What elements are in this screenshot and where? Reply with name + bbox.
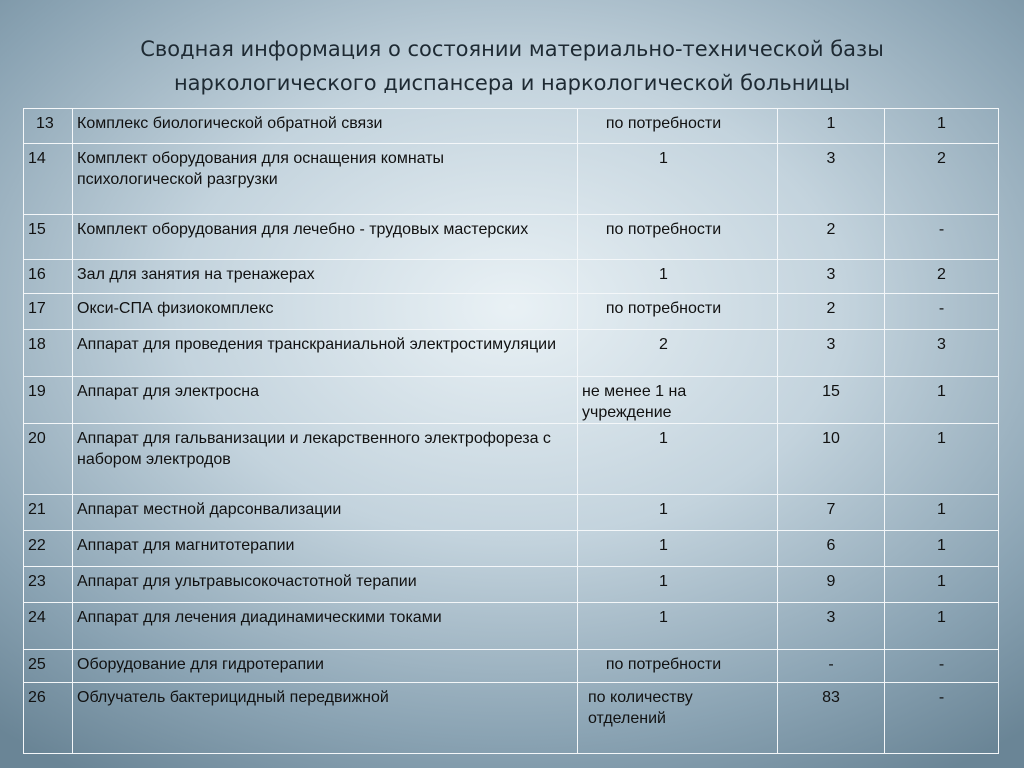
row-number: 21 — [24, 495, 73, 531]
equipment-name: Окси-СПА физиокомплекс — [73, 294, 578, 330]
norm-value: 1 — [659, 430, 668, 447]
row-number: 14 — [24, 144, 73, 215]
value-cell-b: - — [885, 215, 999, 260]
table-row — [24, 603, 999, 650]
norm-cell — [578, 260, 778, 294]
norm-cell — [578, 144, 778, 215]
value-cell-a: 9 — [778, 567, 885, 603]
equipment-name: Оборудование для гидротерапии — [73, 650, 578, 683]
row-number: 13 — [24, 109, 73, 144]
norm-cell — [578, 330, 778, 377]
slide-title — [0, 32, 1024, 100]
value-cell-b: 1 — [885, 109, 999, 144]
title-line-2: наркологического диспансера и наркологической больницы — [173, 71, 851, 95]
table-row — [24, 567, 999, 603]
norm-cell — [578, 567, 778, 603]
value-cell-b: 1 — [885, 495, 999, 531]
norm-cell — [578, 650, 778, 683]
row-number: 23 — [24, 567, 73, 603]
norm-cell — [578, 495, 778, 531]
norm-cell — [578, 531, 778, 567]
value-cell-a: 2 — [778, 294, 885, 330]
value-cell-b: 1 — [885, 603, 999, 650]
table-row — [24, 260, 999, 294]
equipment-name: Аппарат для магнитотерапии — [73, 531, 578, 567]
norm-value: по потребности — [605, 300, 722, 317]
table-row — [24, 495, 999, 531]
table-row — [24, 650, 999, 683]
norm-value: 1 — [659, 609, 668, 626]
equipment-name: Зал для занятия на тренажерах — [73, 260, 578, 294]
value-cell-b: - — [885, 650, 999, 683]
norm-value: 2 — [659, 336, 668, 353]
row-number: 18 — [24, 330, 73, 377]
equipment-name: Облучатель бактерицидный передвижной — [73, 683, 578, 754]
row-number: 20 — [24, 424, 73, 495]
value-cell-a: 7 — [778, 495, 885, 531]
norm-cell — [578, 683, 778, 754]
norm-value: 1 — [659, 573, 668, 590]
value-cell-b: 1 — [885, 567, 999, 603]
equipment-name: Комплект оборудования для оснащения комнаты психологической разгрузки — [73, 144, 578, 215]
value-cell-b: 2 — [885, 260, 999, 294]
value-cell-a: 2 — [778, 215, 885, 260]
norm-cell — [578, 109, 778, 144]
equipment-name: Аппарат местной дарсонвализации — [73, 495, 578, 531]
equipment-name: Аппарат для гальванизации и лекарственного электрофореза с набором электродов — [73, 424, 578, 495]
table-row — [24, 294, 999, 330]
equipment-name: Аппарат для электросна — [73, 377, 578, 424]
norm-value: 1 — [659, 537, 668, 554]
row-number: 16 — [24, 260, 73, 294]
value-cell-a: 3 — [778, 603, 885, 650]
norm-cell — [578, 377, 778, 424]
equipment-name: Аппарат для проведения транскраниальной электростимуляции — [73, 330, 578, 377]
value-cell-a: 3 — [778, 330, 885, 377]
value-cell-a: 3 — [778, 260, 885, 294]
value-cell-a: 1 — [778, 109, 885, 144]
norm-value: не менее 1 на учреждение — [582, 383, 687, 421]
table-row — [24, 531, 999, 567]
row-number: 26 — [24, 683, 73, 754]
value-cell-a: 10 — [778, 424, 885, 495]
row-number: 15 — [24, 215, 73, 260]
table-row — [24, 377, 999, 424]
norm-cell — [578, 424, 778, 495]
equipment-name: Комплекс биологической обратной связи — [73, 109, 578, 144]
norm-cell — [578, 215, 778, 260]
norm-value: 1 — [659, 501, 668, 518]
value-cell-a: 15 — [778, 377, 885, 424]
table-row — [24, 215, 999, 260]
row-number: 25 — [24, 650, 73, 683]
equipment-table — [23, 108, 999, 754]
value-cell-a: 6 — [778, 531, 885, 567]
table-row — [24, 330, 999, 377]
row-number: 19 — [24, 377, 73, 424]
value-cell-b: 1 — [885, 531, 999, 567]
norm-value: по количеству отделений — [588, 689, 693, 727]
norm-value: 1 — [659, 150, 668, 167]
norm-cell — [578, 603, 778, 650]
title-line-1: Сводная информация о состоянии материально-технической базы — [140, 37, 884, 61]
norm-value: 1 — [659, 266, 668, 283]
equipment-name: Комплект оборудования для лечебно - трудовых мастерских — [73, 215, 578, 260]
equipment-name: Аппарат для лечения диадинамическими токами — [73, 603, 578, 650]
value-cell-b: 1 — [885, 424, 999, 495]
row-number: 24 — [24, 603, 73, 650]
norm-cell — [578, 294, 778, 330]
norm-value: по потребности — [605, 115, 722, 132]
table-row — [24, 109, 999, 144]
value-cell-b: 2 — [885, 144, 999, 215]
value-cell-b: 1 — [885, 377, 999, 424]
value-cell-b: 3 — [885, 330, 999, 377]
norm-value: по потребности — [605, 656, 722, 673]
equipment-name: Аппарат для ультравысокочастотной терапии — [73, 567, 578, 603]
table-row — [24, 424, 999, 495]
value-cell-b: - — [885, 294, 999, 330]
value-cell-a: 83 — [778, 683, 885, 754]
norm-value: по потребности — [605, 221, 722, 238]
value-cell-a: 3 — [778, 144, 885, 215]
value-cell-a: - — [778, 650, 885, 683]
value-cell-b: - — [885, 683, 999, 754]
row-number: 17 — [24, 294, 73, 330]
row-number: 22 — [24, 531, 73, 567]
table-row — [24, 683, 999, 754]
table-row — [24, 144, 999, 215]
